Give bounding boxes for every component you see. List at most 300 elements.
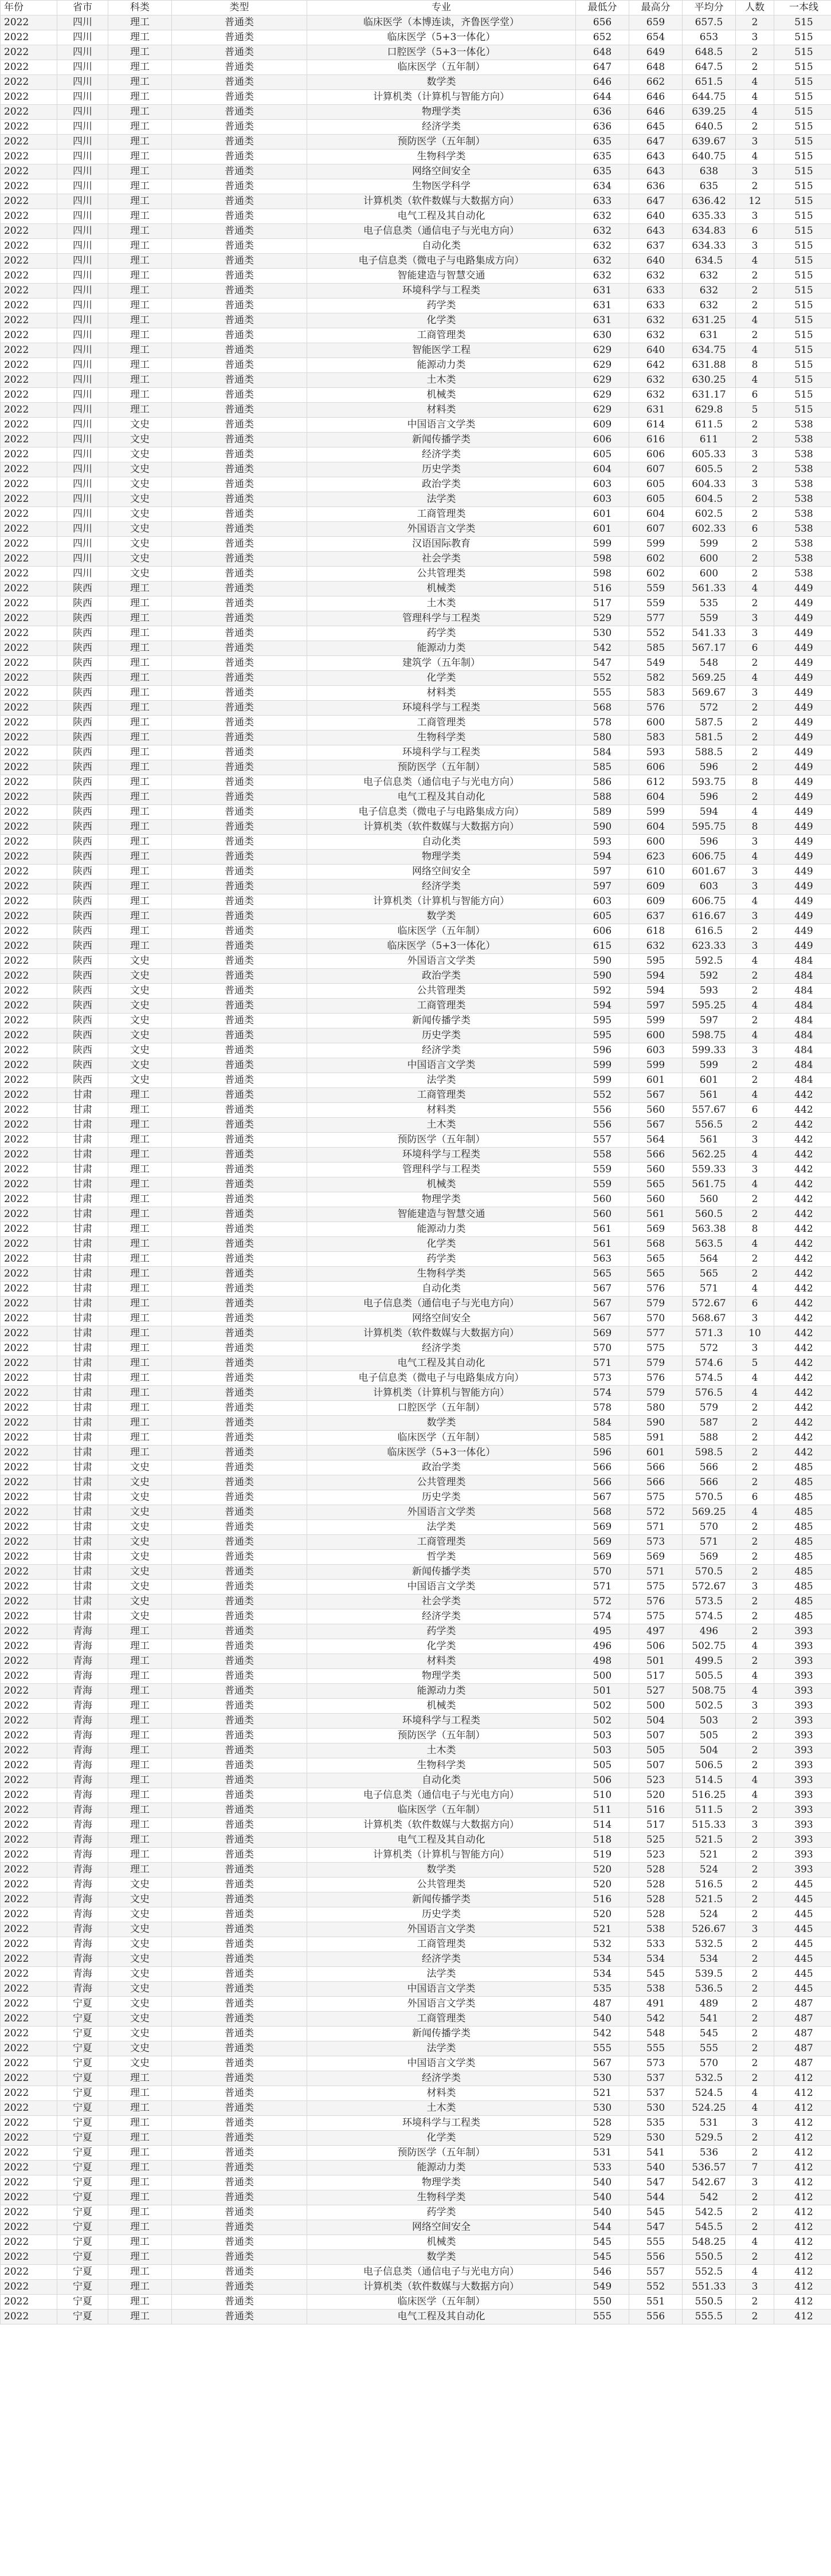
cell-avg-score: 602.33 (683, 522, 736, 537)
cell-year: 2022 (1, 2027, 57, 2041)
cell-avg-score: 515.33 (683, 1818, 736, 1833)
cell-province: 甘肃 (57, 1207, 108, 1222)
cell-province: 陕西 (57, 969, 108, 984)
cell-max-score: 632 (629, 269, 683, 284)
cell-subject-category: 文史 (108, 1982, 172, 1997)
cell-subject-category: 理工 (108, 835, 172, 850)
cell-year: 2022 (1, 582, 57, 596)
cell-count: 3 (736, 1163, 774, 1177)
cell-min-score: 632 (576, 239, 629, 254)
cell-avg-score: 555.5 (683, 2310, 736, 2324)
cell-subject-category: 文史 (108, 1580, 172, 1595)
cell-year: 2022 (1, 2235, 57, 2250)
cell-min-score: 605 (576, 447, 629, 462)
cell-subject-category: 文史 (108, 1922, 172, 1937)
cell-subject-category: 理工 (108, 924, 172, 939)
cell-subject-category: 文史 (108, 492, 172, 507)
cell-avg-score: 526.67 (683, 1922, 736, 1937)
cell-year: 2022 (1, 1192, 57, 1207)
cell-major: 口腔医学（五年制） (307, 1401, 576, 1416)
cell-avg-score: 514.5 (683, 1773, 736, 1788)
cell-max-score: 575 (629, 1490, 683, 1505)
cell-tier1-line: 485 (774, 1580, 831, 1595)
cell-subject-category: 理工 (108, 820, 172, 835)
cell-count: 2 (736, 596, 774, 611)
cell-avg-score: 632 (683, 299, 736, 313)
table-row (1, 1475, 831, 1490)
cell-max-score: 640 (629, 343, 683, 358)
cell-max-score: 606 (629, 447, 683, 462)
cell-min-score: 590 (576, 969, 629, 984)
cell-year: 2022 (1, 1371, 57, 1386)
cell-subject-category: 文史 (108, 2041, 172, 2056)
cell-count: 4 (736, 1237, 774, 1252)
cell-subject-category: 文史 (108, 1490, 172, 1505)
cell-type: 普通类 (172, 2116, 307, 2131)
cell-major: 公共管理类 (307, 567, 576, 582)
cell-count: 2 (736, 45, 774, 60)
cell-subject-category: 理工 (108, 1356, 172, 1371)
cell-avg-score: 561.75 (683, 1177, 736, 1192)
cell-count: 3 (736, 239, 774, 254)
cell-subject-category: 理工 (108, 701, 172, 716)
cell-min-score: 599 (576, 537, 629, 552)
cell-province: 四川 (57, 30, 108, 45)
cell-max-score: 616 (629, 433, 683, 447)
cell-year: 2022 (1, 1446, 57, 1460)
table-row (1, 313, 831, 328)
cell-min-score: 572 (576, 1595, 629, 1609)
cell-type: 普通类 (172, 15, 307, 30)
cell-year: 2022 (1, 2250, 57, 2265)
cell-tier1-line: 515 (774, 299, 831, 313)
cell-major: 经济学类 (307, 1043, 576, 1058)
cell-avg-score: 639.25 (683, 105, 736, 120)
cell-major: 化学类 (307, 671, 576, 686)
cell-count: 2 (736, 1729, 774, 1743)
cell-max-score: 537 (629, 2086, 683, 2101)
cell-year: 2022 (1, 567, 57, 582)
cell-year: 2022 (1, 522, 57, 537)
cell-avg-score: 511.5 (683, 1803, 736, 1818)
cell-max-score: 533 (629, 1937, 683, 1952)
cell-province: 宁夏 (57, 1997, 108, 2012)
cell-major: 预防医学（五年制） (307, 135, 576, 150)
cell-avg-score: 505.5 (683, 1669, 736, 1684)
cell-min-score: 603 (576, 492, 629, 507)
table-row (1, 209, 831, 224)
cell-year: 2022 (1, 790, 57, 805)
cell-subject-category: 理工 (108, 2101, 172, 2116)
cell-subject-category: 理工 (108, 1729, 172, 1743)
cell-type: 普通类 (172, 343, 307, 358)
cell-count: 3 (736, 1580, 774, 1595)
cell-type: 普通类 (172, 775, 307, 790)
table-row (1, 30, 831, 45)
cell-type: 普通类 (172, 879, 307, 894)
column-header-subject-category: 科类 (108, 1, 172, 15)
cell-max-score: 568 (629, 1237, 683, 1252)
cell-avg-score: 588.5 (683, 745, 736, 760)
cell-major: 化学类 (307, 2131, 576, 2146)
cell-avg-score: 566 (683, 1475, 736, 1490)
cell-major: 生物科学类 (307, 150, 576, 164)
cell-subject-category: 理工 (108, 164, 172, 179)
cell-count: 3 (736, 865, 774, 879)
table-row (1, 1446, 831, 1460)
table-row (1, 2250, 831, 2265)
cell-tier1-line: 487 (774, 2041, 831, 2056)
table-row (1, 1967, 831, 1982)
cell-avg-score: 606.75 (683, 850, 736, 865)
cell-major: 政治学类 (307, 1460, 576, 1475)
cell-province: 青海 (57, 1833, 108, 1848)
cell-type: 普通类 (172, 1580, 307, 1595)
cell-max-score: 547 (629, 2220, 683, 2235)
cell-province: 陕西 (57, 641, 108, 656)
cell-avg-score: 566 (683, 1460, 736, 1475)
cell-year: 2022 (1, 1684, 57, 1699)
cell-tier1-line: 442 (774, 1297, 831, 1311)
cell-subject-category: 理工 (108, 120, 172, 135)
cell-major: 网络空间安全 (307, 1311, 576, 1326)
cell-min-score: 530 (576, 626, 629, 641)
cell-min-score: 604 (576, 462, 629, 477)
table-row (1, 1058, 831, 1073)
cell-subject-category: 理工 (108, 2265, 172, 2280)
cell-province: 四川 (57, 537, 108, 552)
cell-count: 2 (736, 462, 774, 477)
cell-min-score: 629 (576, 373, 629, 388)
cell-tier1-line: 442 (774, 1416, 831, 1431)
cell-year: 2022 (1, 716, 57, 731)
cell-province: 四川 (57, 284, 108, 299)
cell-tier1-line: 449 (774, 611, 831, 626)
cell-subject-category: 文史 (108, 1535, 172, 1550)
cell-province: 陕西 (57, 626, 108, 641)
cell-min-score: 501 (576, 1684, 629, 1699)
cell-max-score: 559 (629, 582, 683, 596)
cell-tier1-line: 442 (774, 1282, 831, 1297)
cell-tier1-line: 412 (774, 2205, 831, 2220)
cell-max-score: 618 (629, 924, 683, 939)
cell-avg-score: 539.5 (683, 1967, 736, 1982)
cell-tier1-line: 449 (774, 924, 831, 939)
cell-year: 2022 (1, 1907, 57, 1922)
cell-major: 环境科学与工程类 (307, 1148, 576, 1163)
cell-province: 陕西 (57, 835, 108, 850)
cell-subject-category: 理工 (108, 731, 172, 745)
cell-avg-score: 524.5 (683, 2086, 736, 2101)
cell-count: 2 (736, 1609, 774, 1624)
cell-type: 普通类 (172, 120, 307, 135)
table-row (1, 716, 831, 731)
cell-avg-score: 631 (683, 328, 736, 343)
cell-count: 3 (736, 835, 774, 850)
cell-count: 3 (736, 2176, 774, 2190)
column-header-type: 类型 (172, 1, 307, 15)
cell-max-score: 573 (629, 2056, 683, 2071)
cell-subject-category: 理工 (108, 2205, 172, 2220)
cell-avg-score: 596 (683, 835, 736, 850)
cell-province: 四川 (57, 239, 108, 254)
cell-year: 2022 (1, 1952, 57, 1967)
cell-avg-score: 592.5 (683, 954, 736, 969)
cell-min-score: 563 (576, 1252, 629, 1267)
cell-year: 2022 (1, 1624, 57, 1639)
cell-province: 四川 (57, 418, 108, 433)
cell-year: 2022 (1, 2310, 57, 2324)
cell-subject-category: 理工 (108, 299, 172, 313)
cell-province: 甘肃 (57, 1535, 108, 1550)
cell-major: 历史学类 (307, 462, 576, 477)
cell-max-score: 646 (629, 90, 683, 105)
table-row (1, 1028, 831, 1043)
cell-avg-score: 606.75 (683, 894, 736, 909)
cell-province: 四川 (57, 567, 108, 582)
cell-major: 临床医学（本博连读，齐鲁医学堂） (307, 15, 576, 30)
cell-count: 2 (736, 1460, 774, 1475)
cell-min-score: 552 (576, 1088, 629, 1103)
cell-min-score: 599 (576, 1058, 629, 1073)
cell-province: 陕西 (57, 790, 108, 805)
cell-max-score: 595 (629, 954, 683, 969)
table-row (1, 1431, 831, 1446)
cell-type: 普通类 (172, 2220, 307, 2235)
cell-year: 2022 (1, 537, 57, 552)
table-row (1, 537, 831, 552)
cell-major: 外国语言文学类 (307, 1997, 576, 2012)
cell-max-score: 646 (629, 105, 683, 120)
cell-major: 生物医学科学 (307, 179, 576, 194)
cell-count: 2 (736, 60, 774, 75)
cell-max-score: 565 (629, 1267, 683, 1282)
cell-count: 2 (736, 492, 774, 507)
cell-year: 2022 (1, 999, 57, 1014)
cell-tier1-line: 515 (774, 269, 831, 284)
cell-min-score: 518 (576, 1833, 629, 1848)
cell-year: 2022 (1, 447, 57, 462)
cell-count: 2 (736, 2131, 774, 2146)
cell-year: 2022 (1, 1148, 57, 1163)
cell-avg-score: 564 (683, 1252, 736, 1267)
cell-year: 2022 (1, 1699, 57, 1714)
cell-min-score: 566 (576, 1475, 629, 1490)
cell-major: 中国语言文学类 (307, 418, 576, 433)
cell-province: 陕西 (57, 701, 108, 716)
cell-count: 2 (736, 15, 774, 30)
table-row (1, 2280, 831, 2295)
table-row (1, 582, 831, 596)
cell-subject-category: 理工 (108, 775, 172, 790)
cell-type: 普通类 (172, 403, 307, 418)
cell-tier1-line: 393 (774, 1788, 831, 1803)
cell-province: 甘肃 (57, 1297, 108, 1311)
cell-tier1-line: 484 (774, 1058, 831, 1073)
cell-min-score: 584 (576, 1416, 629, 1431)
cell-avg-score: 561 (683, 1133, 736, 1148)
cell-tier1-line: 484 (774, 1014, 831, 1028)
cell-tier1-line: 442 (774, 1177, 831, 1192)
cell-type: 普通类 (172, 2131, 307, 2146)
cell-tier1-line: 449 (774, 879, 831, 894)
cell-count: 6 (736, 388, 774, 403)
cell-count: 4 (736, 999, 774, 1014)
cell-subject-category: 理工 (108, 745, 172, 760)
cell-min-score: 487 (576, 1997, 629, 2012)
cell-type: 普通类 (172, 701, 307, 716)
cell-count: 4 (736, 2265, 774, 2280)
cell-type: 普通类 (172, 1163, 307, 1177)
cell-province: 青海 (57, 1937, 108, 1952)
table-row (1, 343, 831, 358)
column-header-year: 年份 (1, 1, 57, 15)
cell-count: 8 (736, 820, 774, 835)
table-row (1, 447, 831, 462)
cell-count: 2 (736, 2027, 774, 2041)
cell-province: 宁夏 (57, 2101, 108, 2116)
cell-year: 2022 (1, 2190, 57, 2205)
cell-type: 普通类 (172, 582, 307, 596)
cell-count: 2 (736, 1952, 774, 1967)
cell-min-score: 594 (576, 850, 629, 865)
cell-type: 普通类 (172, 1058, 307, 1073)
cell-count: 2 (736, 1848, 774, 1863)
cell-major: 历史学类 (307, 1028, 576, 1043)
cell-avg-score: 516.5 (683, 1878, 736, 1892)
cell-avg-score: 597 (683, 1014, 736, 1028)
cell-province: 陕西 (57, 984, 108, 999)
cell-major: 土木类 (307, 596, 576, 611)
cell-major: 电子信息类（通信电子与光电方向） (307, 224, 576, 239)
cell-year: 2022 (1, 1535, 57, 1550)
cell-count: 2 (736, 1982, 774, 1997)
cell-tier1-line: 538 (774, 447, 831, 462)
table-row (1, 2310, 831, 2324)
cell-province: 四川 (57, 313, 108, 328)
cell-subject-category: 理工 (108, 939, 172, 954)
table-row (1, 1892, 831, 1907)
cell-year: 2022 (1, 358, 57, 373)
cell-subject-category: 理工 (108, 60, 172, 75)
cell-type: 普通类 (172, 433, 307, 447)
cell-max-score: 565 (629, 1252, 683, 1267)
cell-min-score: 589 (576, 805, 629, 820)
cell-max-score: 570 (629, 1311, 683, 1326)
cell-tier1-line: 484 (774, 969, 831, 984)
cell-min-score: 596 (576, 1043, 629, 1058)
cell-min-score: 568 (576, 1505, 629, 1520)
cell-major: 能源动力类 (307, 1684, 576, 1699)
cell-tier1-line: 412 (774, 2190, 831, 2205)
cell-tier1-line: 393 (774, 1863, 831, 1878)
cell-subject-category: 理工 (108, 1788, 172, 1803)
cell-province: 陕西 (57, 879, 108, 894)
cell-subject-category: 文史 (108, 1967, 172, 1982)
table-row (1, 284, 831, 299)
cell-avg-score: 634.83 (683, 224, 736, 239)
cell-tier1-line: 442 (774, 1431, 831, 1446)
cell-type: 普通类 (172, 1267, 307, 1282)
table-row (1, 2086, 831, 2101)
table-row (1, 1684, 831, 1699)
cell-max-score: 614 (629, 418, 683, 433)
cell-avg-score: 599 (683, 537, 736, 552)
cell-avg-score: 598.75 (683, 1028, 736, 1043)
cell-max-score: 609 (629, 879, 683, 894)
cell-min-score: 603 (576, 894, 629, 909)
cell-type: 普通类 (172, 2027, 307, 2041)
table-header (1, 1, 831, 15)
cell-tier1-line: 442 (774, 1222, 831, 1237)
cell-max-score: 582 (629, 671, 683, 686)
cell-tier1-line: 442 (774, 1252, 831, 1267)
cell-subject-category: 理工 (108, 1803, 172, 1818)
cell-subject-category: 理工 (108, 716, 172, 731)
cell-avg-score: 541 (683, 2012, 736, 2027)
cell-subject-category: 文史 (108, 1937, 172, 1952)
cell-year: 2022 (1, 1609, 57, 1624)
cell-type: 普通类 (172, 224, 307, 239)
cell-avg-score: 631.25 (683, 313, 736, 328)
cell-min-score: 632 (576, 254, 629, 269)
table-row (1, 2190, 831, 2205)
cell-major: 土木类 (307, 1743, 576, 1758)
cell-subject-category: 文史 (108, 1892, 172, 1907)
cell-max-score: 579 (629, 1386, 683, 1401)
cell-avg-score: 657.5 (683, 15, 736, 30)
cell-avg-score: 548 (683, 656, 736, 671)
cell-max-score: 594 (629, 984, 683, 999)
table-row (1, 1699, 831, 1714)
table-row (1, 671, 831, 686)
cell-tier1-line: 487 (774, 2012, 831, 2027)
cell-avg-score: 587 (683, 1416, 736, 1431)
cell-avg-score: 634.33 (683, 239, 736, 254)
cell-type: 普通类 (172, 1490, 307, 1505)
cell-max-score: 569 (629, 1222, 683, 1237)
cell-major: 能源动力类 (307, 358, 576, 373)
cell-avg-score: 605.33 (683, 447, 736, 462)
table-row (1, 2041, 831, 2056)
cell-max-score: 583 (629, 686, 683, 701)
cell-province: 青海 (57, 1729, 108, 1743)
cell-min-score: 609 (576, 418, 629, 433)
cell-avg-score: 611.5 (683, 418, 736, 433)
table-row (1, 1103, 831, 1118)
cell-type: 普通类 (172, 254, 307, 269)
cell-year: 2022 (1, 1654, 57, 1669)
cell-tier1-line: 393 (774, 1654, 831, 1669)
cell-tier1-line: 449 (774, 686, 831, 701)
cell-province: 青海 (57, 1758, 108, 1773)
cell-year: 2022 (1, 1937, 57, 1952)
table-row (1, 1520, 831, 1535)
cell-max-score: 555 (629, 2041, 683, 2056)
cell-year: 2022 (1, 805, 57, 820)
cell-tier1-line: 412 (774, 2131, 831, 2146)
table-row (1, 1654, 831, 1669)
cell-type: 普通类 (172, 194, 307, 209)
cell-tier1-line: 515 (774, 284, 831, 299)
cell-count: 3 (736, 477, 774, 492)
cell-year: 2022 (1, 1043, 57, 1058)
table-row (1, 1297, 831, 1311)
cell-max-score: 506 (629, 1639, 683, 1654)
cell-avg-score: 616.5 (683, 924, 736, 939)
cell-avg-score: 550.5 (683, 2295, 736, 2310)
cell-subject-category: 理工 (108, 2131, 172, 2146)
